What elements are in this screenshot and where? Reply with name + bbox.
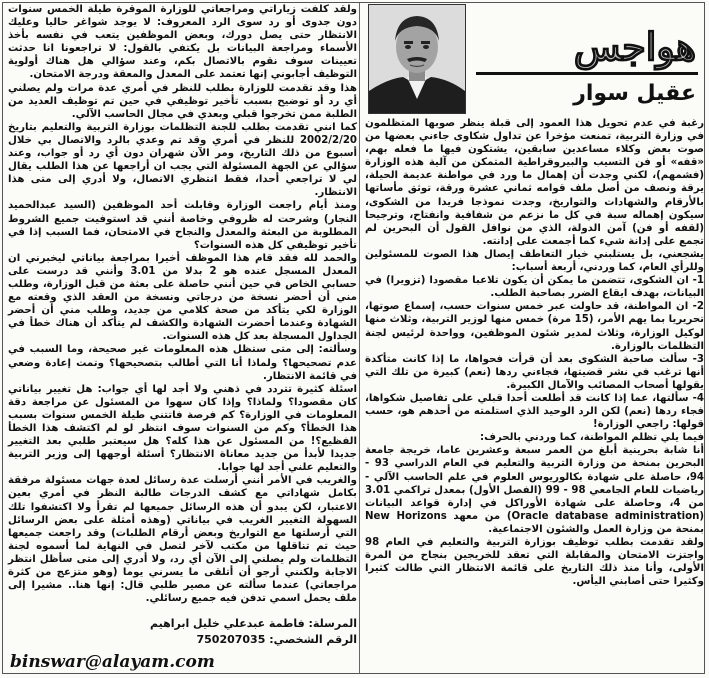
right-paragraph-6: 4- سألتها، عما إذا كانت قد أطلعت أحدا قبلي على تفاصيل شكواها، فجاء ردها (نعم) لكن الرد الوحيد الذي استلمته من أحدهم هو، حسب قولها: راجعي الوزارة! [365, 392, 704, 431]
personal-number: الرقم الشخصي: 750207035 [196, 633, 357, 646]
left-paragraph-3: كما انني تقدمت بطلب للجنة التظلمات بوزارة التربية والتعليم بتاريخ 2002/2/20 للنظر في أمري وقد تم وعدي بالرد والاتصال بي خلال أسبوع من ذلك التاريخ، ومر الآن شهران دون أي رد أو جواب، وعند سؤالي عن الجهة المسئولة التي يجب ان أراجعها عن هذا الطلب يقال لي لا تراجعي أحدا، فقط انتظري الاتصال، ولا أدري إلى متى هذا الانتظار. [8, 121, 357, 199]
left-paragraph-8: والغريب في الأمر أنني أرسلت عدة رسائل لعدة جهات مسئولة مرفقة بكامل شهاداتي مع كشف الدرجات طالبة النظر في أمري بعين الاعتبار، لكن يبدو أن هذه الرسائل جميعها لم تقرأ ولا اكتشفوا تلك السهولة التغيير الغريب في بياناتي (وهذه أمثلة على بعض الرسائل التي أرسلتها مع التواريخ وبعض أرقام الطلبات) وقد راجعت جميعها حيث تم تناقلها من مكتب لآخر لتصل في النهاية لما أسموه لجنة التظلمات ولم يصلني إلى الآن أي رد، ولا أدري إلى متى سأظل انتظر الاجابة ولكنني أرجو أن أتلقى ما يسرني يوما (وهو متزعج من كثرة مراجعاتي) عندما سألته عن مصير طلبي قال: إنها هنا.. مشيرا إلى ملف يحمل اسمي تدفن فيه جميع رسائلي. [8, 475, 357, 605]
sender-name: المرسلة: فاطمة عبدعلي خليل ابراهيم [149, 617, 357, 630]
right-paragraph-9: ولقد تقدمت بطلب توظيف بوزارة التربية والتعليم في العام 98 واجتزت الامتحان والمقابلة التي تعقد للخريجين بنجاح من المرة الأولى، وأنا منذ ذلك التاريخ على قائمة الانتظار التي طالت كثيرا وكثيرا حتى أصابني اليأس. [365, 537, 704, 588]
right-paragraph-7: فيما يلي تظلم المواطنة، كما وردني بالحرف: [480, 432, 704, 444]
right-paragraph-1: رغبة في عدم تحويل هذا العمود إلى قبلة ينظر صوبها المتظلمون في وزارة التربية، تمنعت مؤخرا عن تداول شكاوى جاءني بعضها من صوت بعض وكلاء مساعدين سابقين، يشتكون فيها ما فعله بهم، «قفه» أو فن التسيب والبيروقراطية المتمكن من آلية هذه الوزارة (فشمهم)، لكني وجدت أن إهمال ما ورد في مواطنة عديمة الحيلة، يرقة ونصف من أصل ملف قوامه ثماني عشرة ورقة، توثق مأساتها بالأرقام والشهادات والتواريخ، وجدت نموذجا فريدا من الشكوى، سيكون إهماله سبة في كل ما نزعم من شفافية وانفتاح، وترجيحا (لقفه أو فن) آمن الدولة، الذي من نوافل القول أن البحرين لم تجمع على إدانة شيء كما أجمعت على إدانته. [365, 118, 704, 247]
author-photo [368, 4, 466, 114]
left-paragraph-7: اسئلة كثيرة تتردد في ذهني ولا أجد لها أي جواب: هل تغيير بياناتي كان مقصودا؟ ولماذا؟ وإذا كان سهوا من المسئول عن مراجعة دقة المعلومات في الوزارة؟ كم فرصة فاتتني طيلة الخمس سنوات بسبب هذا الخطأ؟ وكم من السنوات سوف انتظر لو لم اكتشف هذا الخطأ الفظيع؟! من المسئول عن هذا كله؟ هل سيعتبر طلبي بعد التغيير جديدا لأبدأ من جديد معاناة الانتظار؟ أسئلة أوجهها إلى وزير التربية والتعليم علني أجد لها جوابا. [8, 383, 357, 474]
right-paragraph-5: 3- سألت صاحبة الشكوى بعد أن قرأت فحواها، ما إذا كانت متأكدة أنها ترغب في نشر قضيتها، فجاءني ردها (نعم) كبيرة من تلك التي يقولها أصحاب المصائب والآمال الكبيرة. [365, 353, 704, 391]
column-divider [359, 3, 360, 673]
left-paragraph-2: هذا وقد تقدمت للوزارة بطلب للنظر في أمري عدة مرات ولم يصلني أي رد أو توضيح بسبب تأخير توظيفي في حين تم توظيف العديد من الطلبة ممن تخرجوا قبلي وبعدي في مجال الحاسب الآلي. [8, 82, 357, 120]
portrait-icon [369, 5, 465, 113]
right-paragraph-8: أنا شابة بحرينية أبلغ من العمر سبعة وعشرين عاما، خريجة جامعة البحرين بمنحة من وزارة التربية والتعليم في العام الدراسي 93 - 94، حاصلة على شهادة بكالوريوس العلوم في علم الحاسب الآلي - رياضيات للعام الجامعي 98 - 99 (الفصل الأول) بمعدل تراكمي 3.01 من 4، وحاصلة على شهادة الأوراكل في إدارة قواعد البيانات (Oracle database administration) من معهد New Horizons بمنحة من وزارة العمل والشئون الاجتماعية. [365, 445, 704, 535]
signature-block [8, 616, 357, 650]
left-column [8, 3, 357, 611]
title-underline [476, 72, 698, 75]
right-paragraph-3: 1- ان الشكوى، تتضمن ما يمكن أن يكون تلاعبا مقصودا (تزويرا) في البيانات، بهدف ايقاع الضرر بصاحبة الطلب. [365, 275, 704, 300]
left-paragraph-4: ومنذ أيام راجعت الوزارة وقابلت أحد الموظفين (السيد عبدالحميد النجار) وشرحت له ظروفي وخاصة أنني قد استوفيت جميع الشروط المطلوبة من البعثة والمعدل والنجاح في الامتحان، فما السبب إذا في تأخير توظيفي كل هذه السنوات؟ [8, 200, 357, 251]
right-paragraph-4: 2- ان المواطنة، قد حاولت عبر خمس سنوات حسب، إسماع صوتها، تحريريا بما يهم الأمر، (15 مرة) خمس منها لوزير التربية، وثلاث منها لوكيل الوزارة، وثلاث لمدير شئون الموظفين، وواحدة لرئيس لجنة التظلمات بالوزارة. [365, 301, 704, 352]
left-paragraph-5: والحمد لله فقد قام هذا الموظف أخيرا بمراجعة بياناتي ليخبرني ان المعدل المسجل عنده هو 2 بدلا من 3.01 وأنني قد درست على حسابي الخاص في حين أنني حاصلة على بعثة من قبل الوزارة، وطلب مني أن أحضر نسخة من درجاتي ونسخة من العقد الذي وقعته مع الوزارة لكي يتأكد من صحة كلامي من جديد، وطلب مني أن أحضر الشهادة وعندما أحضرت الشهادة والكشف لم يتأكد أن هناك خطأ في الجداول المسجلة بعد كل هذه السنوات. [8, 252, 357, 343]
right-column [365, 117, 704, 588]
left-paragraph-6: وسألته: إلى متى ستظل هذه المعلومات غير صحيحة، وما السبب في عدم تصحيحها؟ ولماذا أنا التي أطالب بتصحيحها؟ وتمت إعادة وضعي في قائمة الانتظار. [8, 344, 357, 382]
author-email[interactable]: binswar@alayam.com [10, 652, 215, 672]
left-paragraph-1: ولقد كلفت زياراتي ومراجعاتي للوزارة الموقرة طيلة الخمس سنوات دون جدوى أو رد سوى الرد المعروف: لا يوجد شواغر حاليا وعليك الانتظار حتى يصل دورك، وبعض الموظفين يتعب في نفسه بأخذ الأسماء ومراجعة البيانات بل يكتفي بالقول: لا تراجعونا انا حدثت تعيينات سوف نقوم بالاتصال بكم، وعند سؤالي هل هناك أولوية التوظيف أجابوني إنها تعتمد على المعدل والمعقة ودرجة الامتحان. [8, 4, 357, 81]
right-paragraph-2: يشجعني، بل يستلبني خيار التعاطف إيصال هذا الصوت للمسئولين وللرأي العام، كما وردني، أربعة أسباب: [365, 248, 704, 274]
author-name: عقيل سوار [573, 81, 696, 106]
column-title: هواجس [573, 24, 696, 69]
